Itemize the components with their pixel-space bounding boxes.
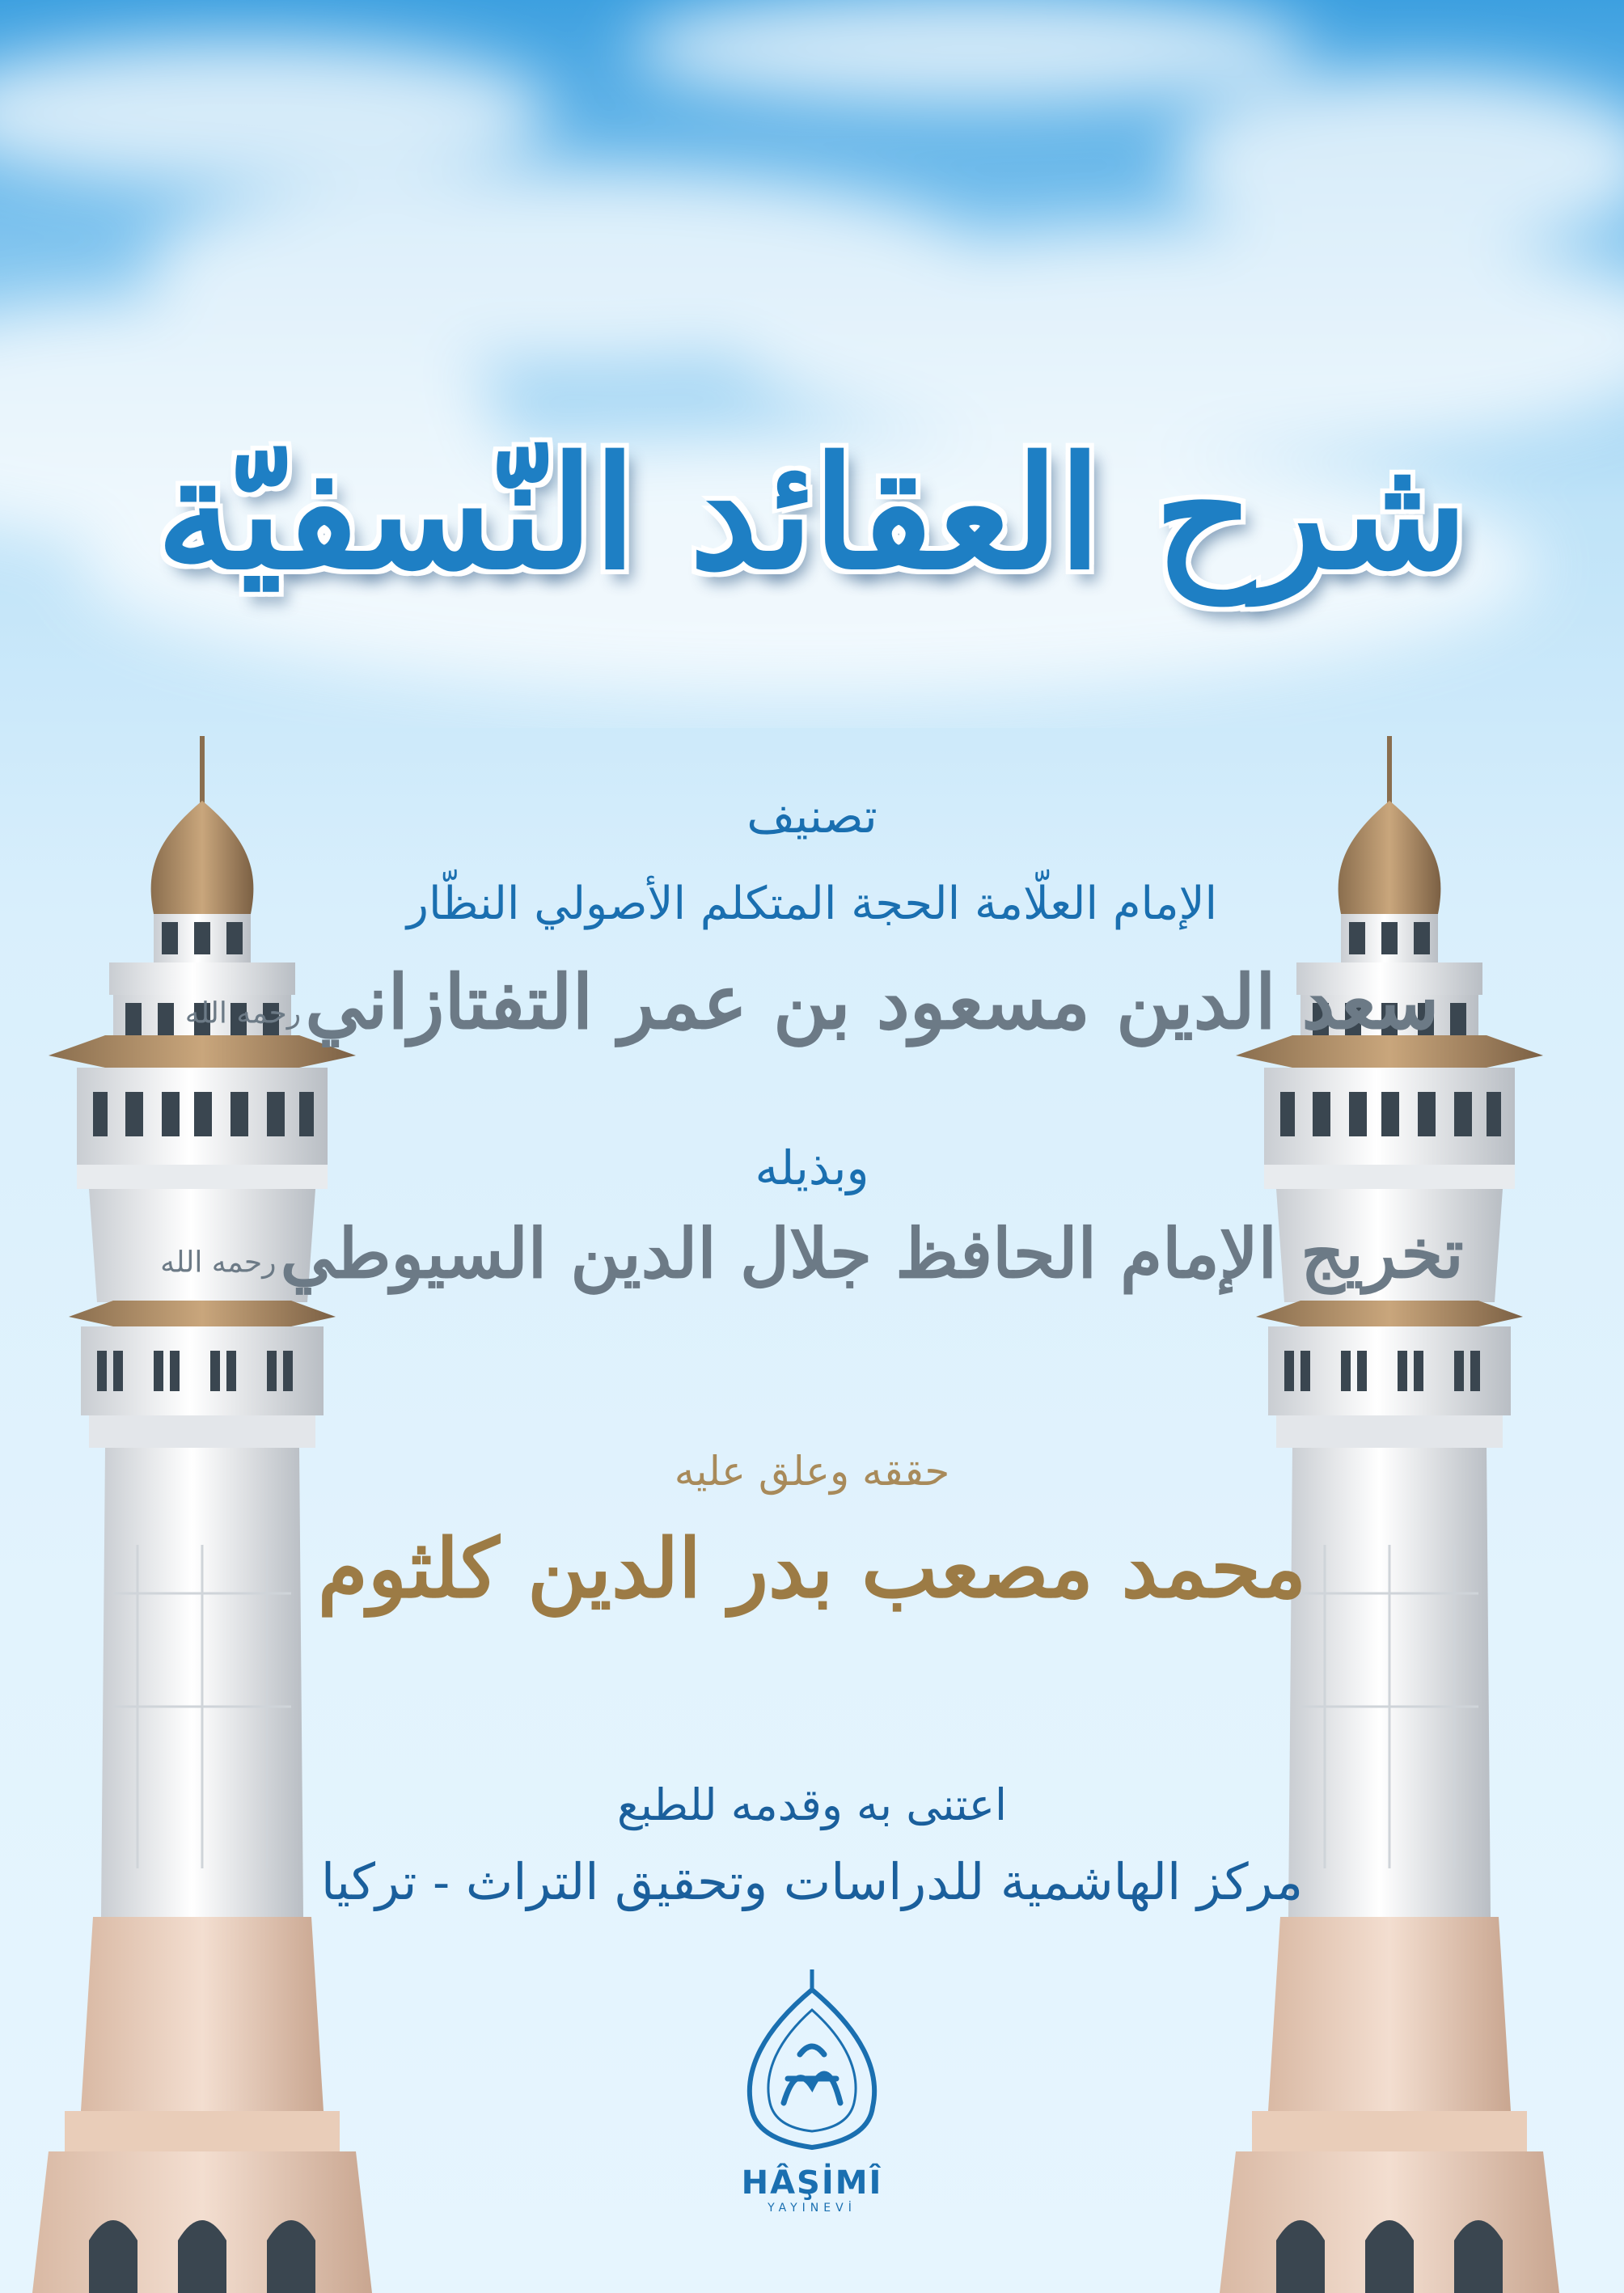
- appendix-label: وبذيله: [755, 1140, 869, 1195]
- logo-name: HÂŞİMÎ: [741, 2164, 883, 2202]
- editor-name: محمد مصعب بدر الدين كلثوم: [317, 1521, 1307, 1616]
- author-line: [0, 958, 1624, 1046]
- appendix-honorific: رحمه الله: [160, 1246, 277, 1280]
- authorship-label: تصنيف: [746, 789, 878, 844]
- sky-clouds: [0, 0, 1624, 728]
- editor-label: حققه وعلق عليه: [674, 1448, 950, 1495]
- appendix-line: [0, 1213, 1624, 1293]
- author-description: الإمام العلّامة الحجة المتكلم الأصولي النظّار: [406, 878, 1218, 930]
- appendix-text: تخريج الإمام الحافظ جلال الدين السيوطي: [280, 1213, 1464, 1293]
- author-honorific: رحمه الله: [184, 996, 302, 1030]
- logo-subtitle: YAYINEVİ: [768, 2202, 856, 2215]
- book-title: شرح العقائد النّسفيّة: [156, 423, 1468, 603]
- hashimi-dome-seal-icon: [731, 1965, 893, 2160]
- publisher-logo: [731, 1965, 893, 2232]
- publisher-center: مركز الهاشمية للدراسات وتحقيق التراث - تركيا: [320, 1852, 1304, 1911]
- author-name: سعد الدين مسعود بن عمر التفتازاني: [305, 958, 1440, 1046]
- publisher-note: اعتنى به وقدمه للطبع: [616, 1779, 1008, 1830]
